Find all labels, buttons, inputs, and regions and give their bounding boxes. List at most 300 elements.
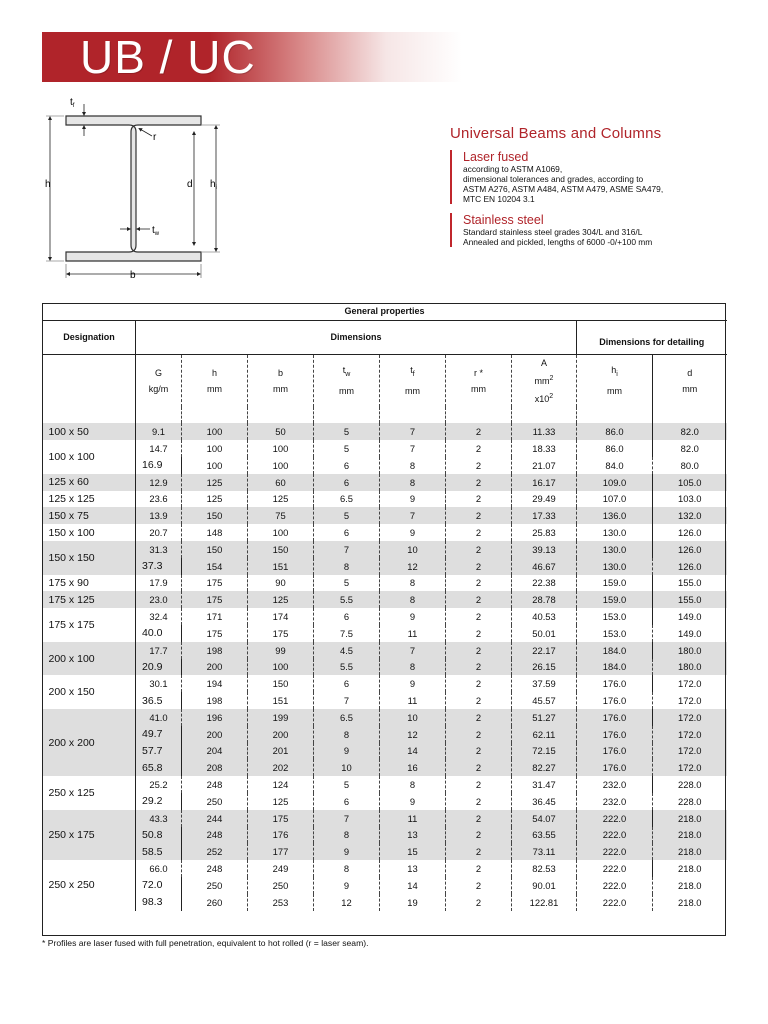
value-cell: 90 [248,575,314,592]
designation-cell: 100 x 50 [43,423,136,440]
value-cell: 5 [314,575,380,592]
table-row [43,877,727,894]
value-cell: 57.7 [136,743,182,760]
value-cell: 2 [446,877,512,894]
value-cell: 98.3 [136,894,182,911]
table-row [43,440,727,457]
value-cell: 36.5 [136,692,182,709]
value-cell: 20.9 [136,659,182,676]
value-cell: 172.0 [653,743,727,760]
value-cell: 6.5 [314,491,380,508]
detailing-header: Dimensions for detailing [577,320,727,354]
designation-cell: 150 x 150 [43,541,136,575]
table-row [43,507,727,524]
value-cell: 2 [446,541,512,558]
value-cell: 2 [446,843,512,860]
value-cell: 200 [248,726,314,743]
value-cell: 11 [380,810,446,827]
col-tw: $t_w$ mm [314,354,380,407]
value-cell: 31.3 [136,541,182,558]
value-cell: 250 [182,793,248,810]
value-cell: 9 [380,491,446,508]
table-row [43,642,727,659]
value-cell: 22.38 [512,575,577,592]
value-cell: 82.0 [653,440,727,457]
value-cell: 228.0 [653,793,727,810]
value-cell: 40.53 [512,608,577,625]
value-cell: 184.0 [577,642,653,659]
value-cell: 175 [182,591,248,608]
value-cell: 194 [182,675,248,692]
value-cell: 45.57 [512,692,577,709]
value-cell: 5 [314,507,380,524]
stainless-steel-line: Standard stainless steel grades 304/L and 316/L [463,227,643,237]
value-cell: 153.0 [577,625,653,642]
value-cell: 16.17 [512,474,577,491]
value-cell: 2 [446,860,512,877]
r-label: r [153,132,157,143]
value-cell: 7 [380,507,446,524]
product-info [450,125,750,256]
value-cell: 6 [314,675,380,692]
value-cell: 153.0 [577,608,653,625]
value-cell: 62.11 [512,726,577,743]
b-label: b [130,270,136,281]
value-cell: 6 [314,608,380,625]
value-cell: 105.0 [653,474,727,491]
general-header-row [43,303,727,320]
value-cell: 126.0 [653,558,727,575]
value-cell: 125 [248,491,314,508]
h-label: h [45,179,51,190]
value-cell: 18.33 [512,440,577,457]
value-cell: 41.0 [136,709,182,726]
value-cell: 100 [182,440,248,457]
value-cell: 2 [446,558,512,575]
value-cell: 75 [248,507,314,524]
value-cell: 126.0 [653,541,727,558]
value-cell: 174 [248,608,314,625]
value-cell: 12 [380,726,446,743]
value-cell: 8 [380,591,446,608]
value-cell: 6 [314,524,380,541]
value-cell: 28.78 [512,591,577,608]
value-cell: 10 [380,541,446,558]
value-cell: 2 [446,491,512,508]
value-cell: 8 [380,776,446,793]
value-cell: 50.01 [512,625,577,642]
value-cell: 2 [446,692,512,709]
value-cell: 218.0 [653,877,727,894]
value-cell: 9 [380,793,446,810]
value-cell: 8 [380,457,446,474]
value-cell: 39.13 [512,541,577,558]
value-cell: 7 [314,541,380,558]
value-cell: 222.0 [577,843,653,860]
value-cell: 9 [380,524,446,541]
value-cell: 218.0 [653,894,727,911]
value-cell: 15 [380,843,446,860]
col-h: h mm [182,354,248,407]
designation-cell: 200 x 150 [48,686,95,699]
value-cell: 2 [446,726,512,743]
value-cell: 29.49 [512,491,577,508]
value-cell: 177 [248,843,314,860]
value-cell: 176.0 [577,743,653,760]
value-cell: 218.0 [653,810,727,827]
value-cell: 200 [182,726,248,743]
laser-fused-block [450,150,750,204]
value-cell: 60 [248,474,314,491]
value-cell: 126.0 [653,524,727,541]
value-cell: 232.0 [577,793,653,810]
designation-cell: 125 x 125 [48,492,95,505]
value-cell: 17.9 [136,575,182,592]
col-hi: $h_i$ mm [577,354,653,407]
designation-cell: 125 x 60 [43,474,136,491]
value-cell: 198 [182,642,248,659]
value-cell: 249 [248,860,314,877]
value-cell: 90.01 [512,877,577,894]
value-cell: 175 [248,810,314,827]
value-cell: 107.0 [577,491,653,508]
value-cell: 2 [446,827,512,844]
value-cell: 9 [380,608,446,625]
value-cell: 23.6 [136,491,182,508]
value-cell: 149.0 [653,608,727,625]
value-cell: 244 [182,810,248,827]
value-cell: 155.0 [653,575,727,592]
value-cell: 54.07 [512,810,577,827]
value-cell: 50 [248,423,314,440]
value-cell: 29.2 [136,793,182,810]
value-cell: 122.81 [512,894,577,911]
table-row [43,491,727,508]
value-cell: 4.5 [314,642,380,659]
value-cell: 218.0 [653,860,727,877]
table-row [43,894,727,911]
value-cell: 151 [248,692,314,709]
value-cell: 8 [380,659,446,676]
value-cell: 100 [248,659,314,676]
value-cell: 171 [182,608,248,625]
value-cell: 12.9 [136,474,182,491]
value-cell: 8 [380,474,446,491]
value-cell: 250 [248,877,314,894]
value-cell: 14.7 [136,440,182,457]
table-row [43,827,727,844]
value-cell: 72.0 [136,877,182,894]
value-cell: 100 [248,457,314,474]
value-cell: 130.0 [577,558,653,575]
value-cell: 82.0 [653,423,727,440]
value-cell: 155.0 [653,591,727,608]
value-cell: 176.0 [577,759,653,776]
value-cell: 109.0 [577,474,653,491]
value-cell: 25.83 [512,524,577,541]
designation-cell: 175 x 90 [48,576,89,589]
value-cell: 151 [248,558,314,575]
value-cell: 198 [182,692,248,709]
value-cell: 180.0 [653,659,727,676]
value-cell: 150 [182,507,248,524]
value-cell: 154 [182,558,248,575]
value-cell: 32.4 [136,608,182,625]
stainless-steel-line: Annealed and pickled, lengths of 6000 -0/+100 mm [463,237,653,247]
value-cell: 232.0 [577,776,653,793]
value-cell: 2 [446,810,512,827]
value-cell: 125 [182,474,248,491]
table-row [43,659,727,676]
value-cell: 125 [248,793,314,810]
value-cell: 2 [446,642,512,659]
value-cell: 159.0 [577,575,653,592]
value-cell: 172.0 [653,675,727,692]
table-row [43,608,727,625]
stainless-steel-heading: Stainless steel [463,213,544,227]
value-cell: 124 [248,776,314,793]
value-cell: 49.7 [136,726,182,743]
value-cell: 82.53 [512,860,577,877]
table-row [43,524,727,541]
d-label: d [187,179,193,190]
value-cell: 2 [446,507,512,524]
value-cell: 12 [314,894,380,911]
value-cell: 63.55 [512,827,577,844]
value-cell: 253 [248,894,314,911]
designation-cell: 250 x 125 [48,786,95,799]
value-cell: 222.0 [577,860,653,877]
value-cell: 13.9 [136,507,182,524]
value-cell: 8 [380,575,446,592]
value-cell: 22.17 [512,642,577,659]
value-cell: 100 [182,457,248,474]
table-row [43,457,727,474]
value-cell: 250 [182,877,248,894]
value-cell: 58.5 [136,843,182,860]
value-cell: 248 [182,860,248,877]
value-cell: 204 [182,743,248,760]
value-cell: 222.0 [577,877,653,894]
value-cell: 43.3 [136,810,182,827]
dimensions-header: Dimensions [136,320,577,354]
value-cell: 260 [182,894,248,911]
value-cell: 10 [380,709,446,726]
laser-fused-line: dimensional tolerances and grades, according to [463,174,644,184]
value-cell: 2 [446,659,512,676]
value-cell: 2 [446,440,512,457]
value-cell: 125 [182,491,248,508]
designation-cell: 175 x 125 [43,591,136,608]
stainless-steel-block [450,213,750,247]
page-title: UB / UC [80,31,256,83]
value-cell: 7 [314,692,380,709]
value-cell: 130.0 [577,541,653,558]
value-cell: 2 [446,894,512,911]
value-cell: 208 [182,759,248,776]
value-cell: 82.27 [512,759,577,776]
value-cell: 103.0 [653,491,727,508]
laser-fused-line: ASTM A276, ASTM A484, ASTM A479, ASME SA479, [463,184,664,194]
value-cell: 7 [380,440,446,457]
value-cell: 172.0 [653,709,727,726]
value-cell: 202 [248,759,314,776]
value-cell: 8 [314,558,380,575]
table-row [43,860,727,877]
value-cell: 50.8 [136,827,182,844]
value-cell: 2 [446,675,512,692]
table-row [43,541,727,558]
spacer-row [43,407,727,424]
value-cell: 132.0 [653,507,727,524]
value-cell: 248 [182,776,248,793]
value-cell: 23.0 [136,591,182,608]
value-cell: 2 [446,776,512,793]
value-cell: 9 [314,843,380,860]
laser-fused-line: MTC EN 10204 3.1 [463,194,535,204]
value-cell: 9.1 [136,423,182,440]
value-cell: 84.0 [577,457,653,474]
value-cell: 7.5 [314,625,380,642]
value-cell: 99 [248,642,314,659]
value-cell: 37.59 [512,675,577,692]
col-d: d mm [653,354,727,407]
designation-cell: 250 x 175 [43,810,136,860]
value-cell: 2 [446,474,512,491]
table-row [43,776,727,793]
value-cell: 6 [314,793,380,810]
value-cell: 176.0 [577,709,653,726]
table-row [43,743,727,760]
laser-fused-line: according to ASTM A1069, [463,164,563,174]
value-cell: 7 [380,642,446,659]
value-cell: 172.0 [653,692,727,709]
designation-cell: 250 x 250 [48,879,95,892]
tw-label: $t_w$ [152,225,160,237]
value-cell: 150 [182,541,248,558]
table-row [43,810,727,827]
col-a: A $mm^2$ $x10^2$ [512,354,577,407]
value-cell: 9 [314,877,380,894]
designation-cell: 175 x 175 [48,618,95,631]
value-cell: 26.15 [512,659,577,676]
table-row [43,423,727,440]
table-row [43,759,727,776]
value-cell: 7 [380,423,446,440]
value-cell: 176 [248,827,314,844]
col-g: G kg/m [136,354,182,407]
table-row [43,726,727,743]
value-cell: 150 [248,675,314,692]
col-b: b mm [248,354,314,407]
value-cell: 172.0 [653,726,727,743]
value-cell: 10 [314,759,380,776]
value-cell: 5 [314,776,380,793]
value-cell: 73.11 [512,843,577,860]
value-cell: 16 [380,759,446,776]
table-row [43,692,727,709]
value-cell: 159.0 [577,591,653,608]
value-cell: 25.2 [136,776,182,793]
value-cell: 176.0 [577,692,653,709]
designation-cell: 150 x 100 [48,526,95,539]
value-cell: 20.7 [136,524,182,541]
i-beam-diagram [40,92,240,284]
value-cell: 12 [380,558,446,575]
value-cell: 175 [248,625,314,642]
value-cell: 66.0 [136,860,182,877]
value-cell: 86.0 [577,423,653,440]
value-cell: 17.33 [512,507,577,524]
value-cell: 9 [314,743,380,760]
value-cell: 252 [182,843,248,860]
value-cell: 172.0 [653,759,727,776]
value-cell: 86.0 [577,440,653,457]
value-cell: 2 [446,709,512,726]
value-cell: 201 [248,743,314,760]
value-cell: 16.9 [136,457,182,474]
value-cell: 36.45 [512,793,577,810]
value-cell: 13 [380,827,446,844]
hi-label: $h_i$ [210,179,217,191]
table-row [43,625,727,642]
value-cell: 72.15 [512,743,577,760]
column-header-row [43,354,727,407]
value-cell: 148 [182,524,248,541]
value-cell: 2 [446,608,512,625]
value-cell: 6 [314,457,380,474]
value-cell: 130.0 [577,524,653,541]
value-cell: 8 [314,860,380,877]
value-cell: 100 [248,440,314,457]
table-row [43,558,727,575]
value-cell: 176.0 [577,726,653,743]
table-row [43,675,727,692]
table-row [43,709,727,726]
value-cell: 40.0 [136,625,182,642]
value-cell: 65.8 [136,759,182,776]
value-cell: 2 [446,591,512,608]
value-cell: 11 [380,692,446,709]
value-cell: 6.5 [314,709,380,726]
general-properties-header: General properties [43,303,727,320]
value-cell: 176.0 [577,675,653,692]
value-cell: 149.0 [653,625,727,642]
table-row [43,793,727,810]
designation-cell: 200 x 200 [43,709,136,776]
value-cell: 2 [446,759,512,776]
table-row [43,575,727,592]
group-header-row [43,320,727,354]
footnote: * Profiles are laser fused with full penetration, equivalent to hot rolled (r = laser seam). [42,938,369,948]
value-cell: 7 [314,810,380,827]
value-cell: 2 [446,743,512,760]
value-cell: 2 [446,793,512,810]
value-cell: 228.0 [653,776,727,793]
value-cell: 2 [446,575,512,592]
value-cell: 248 [182,827,248,844]
value-cell: 5 [314,423,380,440]
value-cell: 2 [446,625,512,642]
value-cell: 19 [380,894,446,911]
value-cell: 14 [380,743,446,760]
value-cell: 218.0 [653,827,727,844]
product-heading: Universal Beams and Columns [450,125,662,142]
value-cell: 8 [314,726,380,743]
value-cell: 196 [182,709,248,726]
value-cell: 21.07 [512,457,577,474]
value-cell: 9 [380,675,446,692]
